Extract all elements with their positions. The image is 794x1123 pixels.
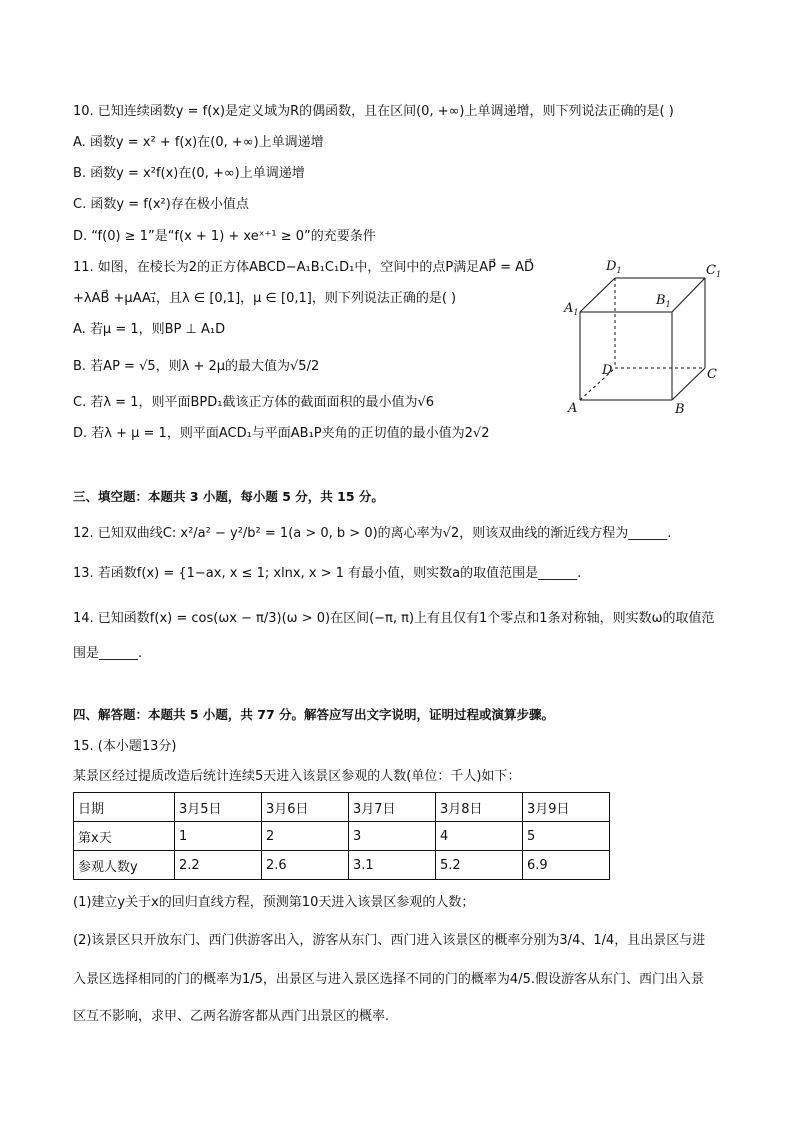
label-a1: $A_1$ (564, 301, 579, 317)
q10-option-b: B. 函数y = x²f(x)在(0, +∞)上单调递增 (73, 166, 305, 181)
edge-b1c1 (672, 278, 705, 312)
q15-part2-line1: (2)该景区只开放东门、西门供游客出入，游客从东门、西门进入该景区的概率分别为3/4、1/4，且出景区与进 (73, 933, 706, 948)
table-cell: 5.2 (436, 851, 523, 880)
label-c1: $C_1$ (706, 263, 722, 279)
q15-title: 15. (本小题13分) (73, 739, 177, 754)
label-d1: $D_1$ (606, 259, 622, 275)
q10-option-c: C. 函数y = f(x²)存在极小值点 (73, 197, 249, 212)
table-cell: 3月5日 (175, 793, 262, 822)
q15-intro: 某景区经过提质改造后统计连续5天进入该景区参观的人数(单位：千人)如下： (73, 769, 521, 784)
visitor-table (73, 792, 610, 880)
q15-part1: (1)建立y关于x的回归直线方程，预测第10天进入该景区参观的人数； (73, 895, 475, 910)
label-b1: $B_1$ (656, 293, 671, 309)
table-row (74, 793, 610, 822)
table-cell: 3月8日 (436, 793, 523, 822)
label-a: A (568, 401, 578, 416)
q11-option-d: D. 若λ + μ = 1，则平面ACD₁与平面AB₁P夹角的正切值的最小值为2√2 (73, 426, 490, 441)
table-cell: 5 (523, 822, 610, 851)
table-row (74, 822, 610, 851)
q15-part2-line2: 入景区选择相同的门的概率为1/5，出景区与进入景区选择不同的门的概率为4/5.假设游客从东门、西门出入景 (73, 972, 704, 987)
table-cell: 3.1 (349, 851, 436, 880)
table-row (74, 851, 610, 880)
q10-stem: 10. 已知连续函数y = f(x)是定义域为R的偶函数，且在区间(0, +∞)上单调递增，则下列说法正确的是( ) (73, 104, 674, 119)
table-cell: 6.9 (523, 851, 610, 880)
table-cell: 4 (436, 822, 523, 851)
label-b: B (675, 402, 685, 417)
cube-figure (560, 252, 730, 422)
q11-stem-line2: +λAB⃗ +μAA₁⃗，且λ ∈ [0,1]，μ ∈ [0,1]，则下列说法正确的是( ) (73, 291, 457, 306)
section-3-heading: 三、填空题：本题共 3 小题，每小题 5 分，共 15 分。 (73, 489, 384, 504)
q10-option-d: D. “f(0) ≥ 1”是“f(x + 1) + xeˣ⁺¹ ≥ 0”的充要条件 (73, 229, 376, 244)
table-cell: 3月7日 (349, 793, 436, 822)
q14-line1: 14. 已知函数f(x) = cos(ωx − π/3)(ω > 0)在区间(−π, π)上有且仅有1个零点和1条对称轴，则实数ω的取值范 (73, 611, 715, 626)
table-cell: 第x天 (74, 822, 175, 851)
edge-a1d1 (580, 278, 615, 312)
table-cell: 2.6 (262, 851, 349, 880)
table-cell: 3 (349, 822, 436, 851)
table-cell: 1 (175, 822, 262, 851)
q11-option-c: C. 若λ = 1，则平面BPD₁截该正方体的截面面积的最小值为√6 (73, 395, 434, 410)
q15-part2-line3: 区互不影响，求甲、乙两名游客都从西门出景区的概率. (73, 1009, 390, 1024)
cube-diagram (560, 252, 730, 422)
q13: 13. 若函数f(x) = {1−ax, x ≤ 1; xlnx, x > 1 有最小值，则实数a的取值范围是______. (73, 566, 582, 581)
q14-line2: 围是______. (73, 646, 143, 661)
q11-option-a: A. 若μ = 1，则BP ⊥ A₁D (73, 322, 226, 337)
table-cell: 2 (262, 822, 349, 851)
q12: 12. 已知双曲线C: x²/a² − y²/b² = 1(a > 0, b > 0)的离心率为√2，则该双曲线的渐近线方程为______. (73, 526, 672, 541)
q11-option-b: B. 若AP = √5，则λ + 2μ的最大值为√5/2 (73, 359, 320, 374)
table-cell: 3月6日 (262, 793, 349, 822)
q11-stem-line1: 11. 如图，在棱长为2的正方体ABCD−A₁B₁C₁D₁中，空间中的点P满足AP⃗ = AD⃗ (73, 260, 535, 275)
table-cell: 日期 (74, 793, 175, 822)
label-d: D (602, 363, 613, 378)
table-cell: 2.2 (175, 851, 262, 880)
edge-bc (672, 368, 705, 400)
table-cell: 参观人数y (74, 851, 175, 880)
label-c: C (707, 367, 717, 382)
section-4-heading: 四、解答题：本题共 5 小题，共 77 分。解答应写出文字说明，证明过程或演算步骤。 (73, 707, 555, 722)
q10-option-a: A. 函数y = x² + f(x)在(0, +∞)上单调递增 (73, 135, 324, 150)
table-cell: 3月9日 (523, 793, 610, 822)
